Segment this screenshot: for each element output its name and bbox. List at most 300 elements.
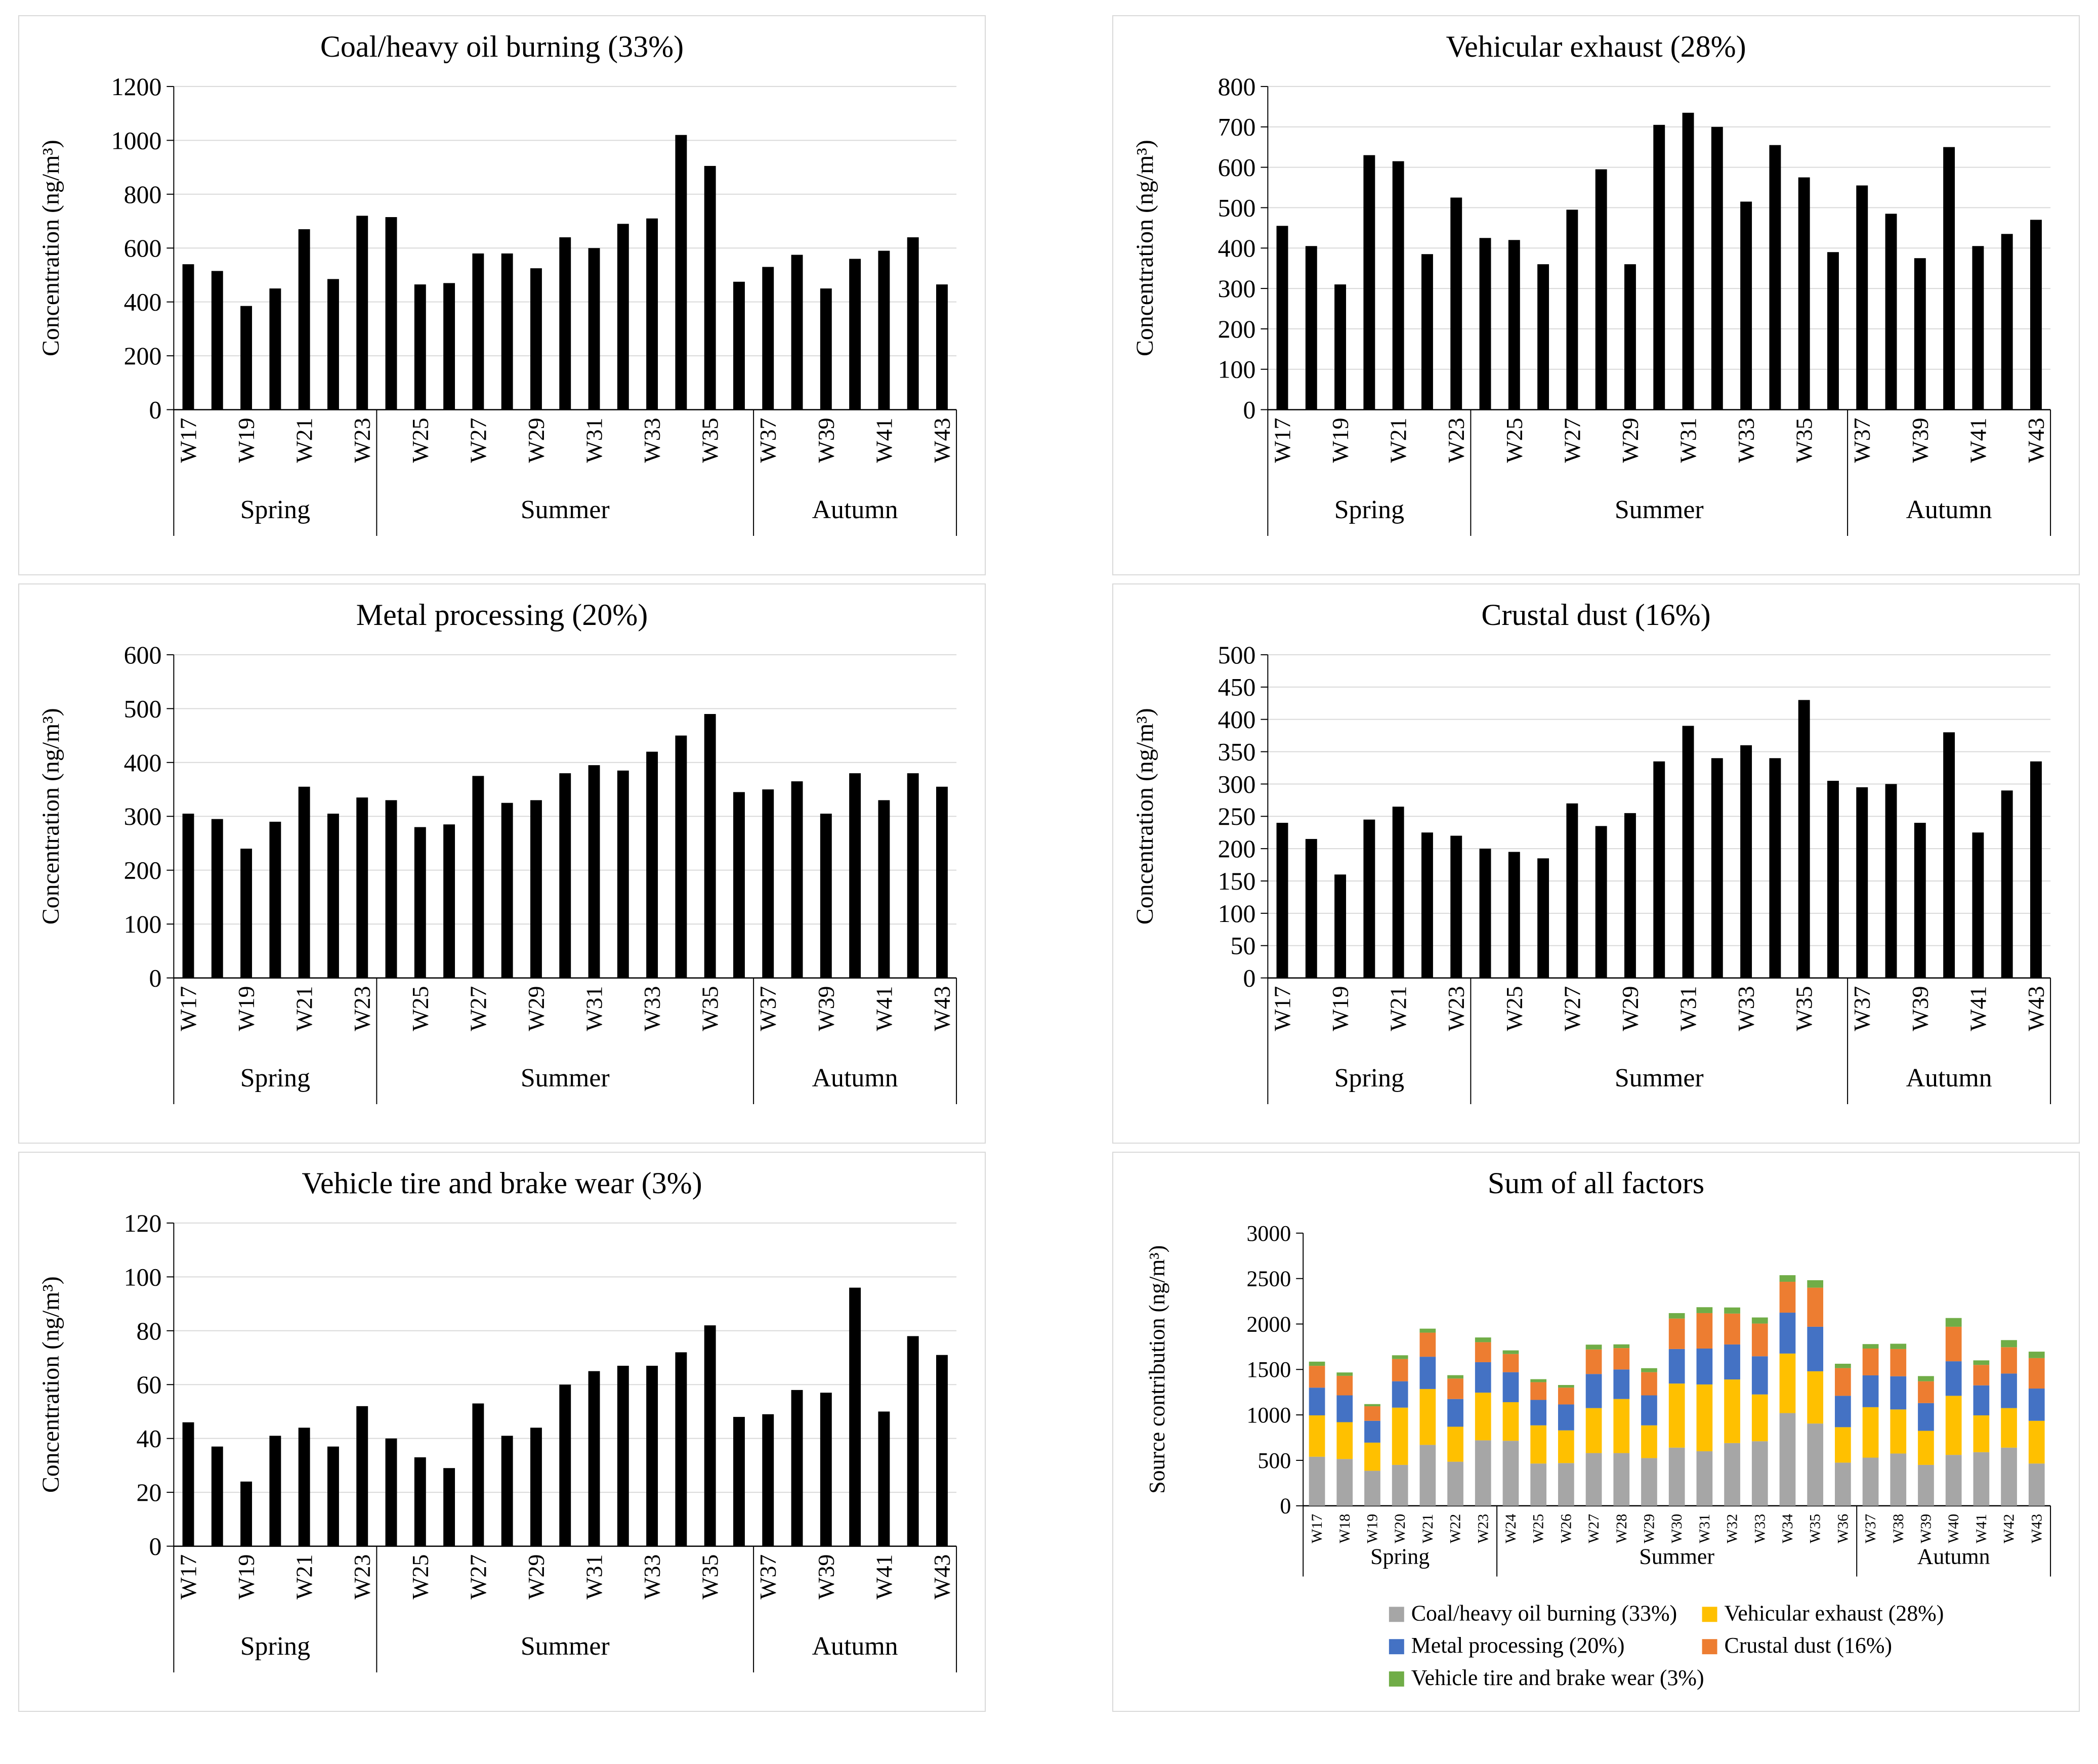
bar-W21 — [1393, 161, 1404, 410]
bar-W20 — [269, 822, 281, 978]
stack-segment — [1530, 1400, 1546, 1425]
bar-W34 — [1769, 758, 1781, 978]
bar-W22 — [1421, 832, 1433, 978]
panel-vehicular-exhaust — [1112, 15, 2080, 575]
chart-title-metal: Metal processing (20%) — [356, 598, 648, 632]
svg-text:W39: W39 — [813, 1554, 839, 1600]
svg-text:W25: W25 — [407, 1554, 433, 1600]
svg-text:1000: 1000 — [111, 127, 162, 155]
bar-W37 — [1856, 787, 1868, 978]
stack-segment — [1890, 1453, 1906, 1505]
bar-W20 — [1363, 820, 1375, 978]
bar-W33 — [1740, 201, 1752, 409]
svg-text:W25: W25 — [1501, 417, 1527, 463]
svg-text:Autumn: Autumn — [812, 495, 898, 525]
legend-swatch — [1389, 1639, 1404, 1654]
svg-text:W37: W37 — [1849, 417, 1875, 463]
bar-W31 — [589, 765, 600, 978]
svg-text:Spring: Spring — [240, 1631, 311, 1661]
stack-segment — [1309, 1366, 1325, 1388]
bar-W19 — [1334, 284, 1346, 409]
svg-text:W28: W28 — [1613, 1514, 1630, 1543]
stack-segment — [1890, 1349, 1906, 1376]
stack-segment — [1724, 1345, 1740, 1379]
panel-sum-of-all-factors — [1112, 1152, 2080, 1712]
stack-segment — [1530, 1379, 1546, 1382]
bar-W24 — [1480, 849, 1491, 978]
svg-text:W23: W23 — [349, 417, 375, 463]
stack-segment — [1669, 1349, 1685, 1383]
stack-segment — [1946, 1361, 1962, 1396]
stack-segment — [1641, 1368, 1657, 1372]
svg-text:1500: 1500 — [1246, 1358, 1291, 1382]
legend-label: Metal processing (20%) — [1411, 1633, 1625, 1658]
svg-text:W37: W37 — [755, 1554, 781, 1600]
svg-text:W37: W37 — [1849, 986, 1875, 1031]
y-axis-label: Concentration (ng/m³) — [37, 708, 64, 925]
stack-segment — [1752, 1317, 1768, 1323]
svg-text:W31: W31 — [581, 1554, 607, 1600]
stack-segment — [1752, 1394, 1768, 1441]
stack-segment — [1309, 1415, 1325, 1457]
stack-segment — [1309, 1388, 1325, 1415]
chart-body — [37, 73, 956, 536]
stack-segment — [1946, 1455, 1962, 1506]
panel-metal-processing — [18, 583, 986, 1144]
svg-text:40: 40 — [136, 1424, 162, 1453]
stack-segment — [1392, 1359, 1408, 1381]
svg-text:W41: W41 — [1965, 417, 1991, 463]
svg-text:W24: W24 — [1502, 1514, 1519, 1543]
stack-segment — [1364, 1406, 1380, 1421]
stack-segment — [1890, 1343, 1906, 1349]
svg-text:W19: W19 — [1327, 417, 1354, 463]
bar-W25 — [414, 1457, 426, 1546]
panel-coal-heavy-oil-burning — [18, 15, 986, 575]
bar-W40 — [849, 1287, 861, 1546]
stack-segment — [1696, 1313, 1712, 1349]
svg-text:W23: W23 — [349, 1554, 375, 1600]
bar-W17 — [1277, 823, 1288, 978]
bar-W40 — [1943, 732, 1955, 978]
chart-body — [1131, 73, 2050, 536]
svg-text:W39: W39 — [1917, 1514, 1935, 1543]
stack-segment — [1669, 1448, 1685, 1506]
stack-segment — [2029, 1352, 2045, 1358]
bar-W19 — [240, 849, 252, 978]
bar-W25 — [414, 827, 426, 978]
svg-text:W17: W17 — [175, 1554, 201, 1600]
svg-text:Autumn: Autumn — [812, 1064, 898, 1093]
stack-segment — [1420, 1332, 1436, 1357]
svg-text:W27: W27 — [465, 417, 491, 463]
stack-segment — [1364, 1471, 1380, 1505]
bar-W31 — [1683, 113, 1694, 410]
bar-W34 — [675, 1352, 687, 1546]
stack-segment — [1447, 1378, 1463, 1399]
stack-segment — [1863, 1349, 1879, 1375]
bar-W19 — [1334, 874, 1346, 978]
bar-W42 — [2001, 234, 2013, 409]
stack-segment — [1641, 1395, 1657, 1425]
stack-segment — [1392, 1381, 1408, 1407]
svg-text:Summer: Summer — [520, 1064, 610, 1093]
bar-W41 — [878, 800, 890, 978]
svg-text:100: 100 — [123, 1263, 162, 1291]
svg-text:200: 200 — [1218, 315, 1256, 343]
bar-W18 — [212, 819, 223, 978]
svg-text:400: 400 — [123, 748, 162, 777]
stack-segment — [1807, 1327, 1823, 1371]
svg-text:W25: W25 — [407, 986, 433, 1031]
bar-W24 — [386, 217, 397, 410]
vehicular-exhaust-chart — [1116, 66, 2076, 571]
stack-segment — [1447, 1426, 1463, 1461]
svg-text:W27: W27 — [1559, 986, 1585, 1031]
svg-text:W43: W43 — [929, 417, 955, 463]
stack-segment — [1752, 1323, 1768, 1356]
svg-text:W23: W23 — [1475, 1514, 1492, 1543]
svg-text:W41: W41 — [871, 417, 897, 463]
stack-segment — [1918, 1376, 1934, 1381]
stack-segment — [1641, 1372, 1657, 1395]
bar-W26 — [1537, 858, 1549, 978]
bar-W18 — [212, 1446, 223, 1546]
svg-text:W23: W23 — [349, 986, 375, 1031]
svg-text:W31: W31 — [581, 417, 607, 463]
svg-text:W33: W33 — [1733, 417, 1759, 463]
svg-text:200: 200 — [1218, 834, 1256, 863]
svg-text:450: 450 — [1218, 673, 1256, 701]
bar-W27 — [1566, 209, 1578, 409]
bar-W18 — [1306, 246, 1317, 409]
bar-W28 — [501, 254, 513, 410]
svg-text:W41: W41 — [871, 986, 897, 1031]
stack-segment — [1558, 1388, 1574, 1404]
svg-text:700: 700 — [1218, 113, 1256, 141]
bar-W42 — [907, 237, 919, 410]
legend-swatch — [1389, 1671, 1404, 1687]
stack-segment — [1475, 1342, 1491, 1362]
svg-text:Summer: Summer — [1614, 495, 1704, 525]
svg-text:W41: W41 — [1973, 1514, 1990, 1543]
svg-text:W25: W25 — [1501, 986, 1527, 1031]
bar-W34 — [675, 735, 687, 978]
svg-text:W39: W39 — [813, 986, 839, 1031]
bar-W36 — [733, 1417, 745, 1546]
metal-processing-chart — [22, 635, 982, 1140]
svg-text:W29: W29 — [523, 417, 549, 463]
bar-W23 — [356, 216, 368, 409]
bar-W38 — [791, 781, 803, 978]
svg-text:2000: 2000 — [1246, 1312, 1291, 1337]
svg-text:400: 400 — [1218, 234, 1256, 263]
stack-segment — [1696, 1307, 1712, 1313]
bar-W29 — [1624, 813, 1636, 978]
bar-W32 — [617, 1366, 629, 1546]
svg-text:300: 300 — [1218, 770, 1256, 799]
stack-segment — [1503, 1402, 1519, 1441]
legend-swatch — [1702, 1607, 1717, 1622]
svg-text:200: 200 — [123, 856, 162, 885]
stack-segment — [1696, 1349, 1712, 1384]
stack-segment — [1586, 1350, 1602, 1374]
stack-segment — [1918, 1465, 1934, 1506]
svg-text:W29: W29 — [523, 986, 549, 1031]
stack-segment — [1780, 1354, 1796, 1413]
stack-segment — [2001, 1347, 2017, 1373]
bar-W21 — [1393, 807, 1404, 978]
svg-text:W27: W27 — [465, 1554, 491, 1600]
svg-text:W43: W43 — [2023, 986, 2049, 1031]
svg-text:W17: W17 — [1309, 1514, 1326, 1543]
bar-W35 — [1798, 700, 1810, 978]
svg-text:W29: W29 — [523, 1554, 549, 1600]
stack-segment — [2029, 1421, 2045, 1463]
svg-text:W41: W41 — [871, 1554, 897, 1600]
bar-W38 — [791, 1390, 803, 1546]
stack-segment — [1669, 1318, 1685, 1349]
stack-segment — [1807, 1371, 1823, 1423]
svg-text:W25: W25 — [1530, 1514, 1547, 1543]
svg-text:0: 0 — [149, 396, 162, 424]
bar-W29 — [530, 800, 542, 978]
stack-segment — [1530, 1463, 1546, 1506]
stack-segment — [2029, 1463, 2045, 1506]
stack-segment — [1613, 1369, 1629, 1399]
sum-of-all-factors-chart — [1116, 1203, 2076, 1708]
bar-W35 — [704, 166, 716, 410]
bar-W40 — [849, 773, 861, 978]
bar-W36 — [1827, 781, 1839, 978]
svg-text:Spring: Spring — [1334, 1064, 1405, 1093]
stack-segment — [1807, 1280, 1823, 1288]
stack-segment — [1835, 1427, 1851, 1462]
bar-W41 — [1972, 832, 1984, 978]
svg-text:W43: W43 — [929, 986, 955, 1031]
svg-text:W21: W21 — [291, 417, 317, 463]
bar-W31 — [1683, 726, 1694, 978]
bar-W33 — [646, 219, 658, 410]
chart-body — [37, 641, 956, 1104]
bar-W38 — [791, 255, 803, 410]
svg-text:W38: W38 — [1890, 1514, 1907, 1543]
svg-text:W25: W25 — [407, 417, 433, 463]
y-axis-label: Concentration (ng/m³) — [1131, 140, 1158, 357]
bar-W24 — [1480, 238, 1491, 409]
stack-segment — [1613, 1348, 1629, 1369]
bar-W18 — [1306, 839, 1317, 978]
bar-W23 — [1450, 835, 1462, 978]
bar-W26 — [443, 824, 455, 978]
stack-segment — [1973, 1385, 1989, 1415]
y-axis-label: Concentration (ng/m³) — [1131, 708, 1158, 925]
bar-W17 — [183, 264, 194, 409]
stack-segment — [1863, 1407, 1879, 1458]
chart-title-tire: Vehicle tire and brake wear (3%) — [302, 1166, 702, 1200]
svg-text:W29: W29 — [1617, 986, 1643, 1031]
stack-segment — [1530, 1382, 1546, 1400]
svg-text:Autumn: Autumn — [1917, 1544, 1990, 1569]
stack-segment — [1336, 1395, 1353, 1422]
svg-text:250: 250 — [1218, 803, 1256, 831]
svg-text:W18: W18 — [1336, 1514, 1353, 1543]
bar-W42 — [907, 1336, 919, 1546]
svg-text:Summer: Summer — [1639, 1544, 1715, 1569]
svg-text:Spring: Spring — [240, 495, 311, 525]
svg-text:W26: W26 — [1558, 1514, 1575, 1543]
bar-W22 — [327, 279, 339, 409]
bar-W29 — [530, 1427, 542, 1546]
bar-W25 — [1508, 240, 1520, 409]
bar-W37 — [762, 267, 774, 409]
stack-segment — [2001, 1448, 2017, 1506]
stack-segment — [1309, 1362, 1325, 1366]
stack-segment — [1946, 1327, 1962, 1361]
stack-segment — [1835, 1364, 1851, 1368]
stack-segment — [1586, 1408, 1602, 1453]
bar-W43 — [936, 284, 948, 409]
bar-W20 — [269, 1436, 281, 1546]
bar-W25 — [414, 284, 426, 409]
svg-text:100: 100 — [1218, 355, 1256, 384]
stack-segment — [1973, 1365, 1989, 1385]
stack-segment — [1890, 1409, 1906, 1453]
bar-W36 — [733, 282, 745, 410]
bar-W25 — [1508, 852, 1520, 978]
svg-text:W35: W35 — [697, 417, 723, 463]
bar-W39 — [820, 1393, 832, 1546]
bar-W30 — [1653, 125, 1665, 410]
stack-segment — [1336, 1459, 1353, 1506]
bar-W24 — [386, 800, 397, 978]
stack-segment — [1696, 1384, 1712, 1451]
stack-segment — [1558, 1430, 1574, 1463]
chart-body — [1131, 641, 2050, 1104]
svg-text:W17: W17 — [175, 417, 201, 463]
svg-text:W42: W42 — [2000, 1514, 2018, 1543]
bar-W43 — [936, 1355, 948, 1546]
stack-segment — [1475, 1440, 1491, 1505]
svg-text:W37: W37 — [1862, 1514, 1879, 1543]
svg-text:0: 0 — [149, 964, 162, 992]
stack-segment — [1503, 1350, 1519, 1354]
bar-W22 — [327, 1446, 339, 1546]
bar-W20 — [1363, 155, 1375, 410]
bar-W41 — [878, 251, 890, 410]
svg-text:1200: 1200 — [111, 72, 162, 101]
vehicle-tire-brake-wear-chart — [22, 1203, 982, 1708]
svg-text:W21: W21 — [1385, 986, 1411, 1031]
bar-W17 — [183, 1422, 194, 1546]
stack-segment — [1420, 1445, 1436, 1505]
bar-W30 — [1653, 762, 1665, 978]
bar-W32 — [617, 224, 629, 409]
svg-text:W34: W34 — [1779, 1514, 1796, 1543]
stack-segment — [1973, 1415, 1989, 1452]
svg-text:W21: W21 — [1419, 1514, 1436, 1543]
bar-W33 — [646, 1366, 658, 1546]
svg-text:W27: W27 — [1585, 1514, 1603, 1543]
svg-text:Summer: Summer — [520, 495, 610, 525]
svg-text:800: 800 — [1218, 72, 1256, 101]
svg-text:500: 500 — [123, 695, 162, 723]
stack-segment — [1780, 1413, 1796, 1505]
svg-text:W19: W19 — [233, 986, 260, 1031]
stack-segment — [1392, 1355, 1408, 1359]
stack-segment — [1863, 1457, 1879, 1505]
bar-W43 — [936, 787, 948, 978]
stack-segment — [1364, 1404, 1380, 1406]
stack-segment — [1918, 1403, 1934, 1431]
stack-segment — [2029, 1389, 2045, 1421]
svg-text:50: 50 — [1230, 932, 1256, 960]
bar-W21 — [299, 1427, 310, 1546]
stack-segment — [1447, 1399, 1463, 1426]
bar-W36 — [733, 792, 745, 978]
svg-text:200: 200 — [123, 342, 162, 370]
bar-W26 — [443, 1468, 455, 1546]
svg-text:W33: W33 — [1733, 986, 1759, 1031]
bar-W40 — [849, 259, 861, 410]
bar-W37 — [762, 789, 774, 978]
stack-segment — [1420, 1328, 1436, 1332]
chart-body — [37, 1209, 956, 1672]
stack-segment — [1613, 1453, 1629, 1505]
stack-segment — [1336, 1422, 1353, 1459]
svg-text:W36: W36 — [1834, 1514, 1852, 1543]
stack-segment — [1835, 1396, 1851, 1427]
svg-text:0: 0 — [1243, 964, 1256, 992]
bar-W17 — [1277, 226, 1288, 409]
svg-text:3000: 3000 — [1246, 1221, 1291, 1246]
bar-W33 — [1740, 745, 1752, 978]
svg-text:600: 600 — [123, 641, 162, 669]
panel-vehicle-tire-brake-wear — [18, 1152, 986, 1712]
svg-text:W31: W31 — [581, 986, 607, 1031]
bar-W30 — [559, 237, 571, 410]
stack-segment — [1558, 1404, 1574, 1430]
stack-segment — [1780, 1275, 1796, 1282]
svg-text:350: 350 — [1218, 738, 1256, 766]
svg-text:W33: W33 — [639, 986, 665, 1031]
legend-label: Vehicle tire and brake wear (3%) — [1411, 1665, 1704, 1690]
panel-crustal-dust — [1112, 583, 2080, 1144]
svg-text:60: 60 — [136, 1370, 162, 1399]
stack-segment — [1364, 1443, 1380, 1471]
stack-segment — [1918, 1431, 1934, 1464]
stack-segment — [1336, 1376, 1353, 1396]
svg-text:W35: W35 — [1791, 417, 1817, 463]
svg-text:W35: W35 — [1791, 986, 1817, 1031]
svg-text:W22: W22 — [1447, 1514, 1464, 1543]
stack-segment — [1973, 1452, 1989, 1506]
bar-W19 — [240, 1482, 252, 1546]
chart-title-sum: Sum of all factors — [1487, 1166, 1705, 1200]
bar-W31 — [589, 1371, 600, 1546]
svg-text:Autumn: Autumn — [1906, 495, 1992, 525]
svg-text:W41: W41 — [1965, 986, 1991, 1031]
legend-swatch — [1389, 1607, 1404, 1622]
svg-text:W23: W23 — [1443, 986, 1470, 1031]
svg-text:W43: W43 — [929, 1554, 955, 1600]
svg-text:Summer: Summer — [520, 1631, 610, 1661]
svg-text:W35: W35 — [1807, 1514, 1824, 1543]
stack-segment — [1863, 1375, 1879, 1407]
stack-segment — [1780, 1282, 1796, 1313]
svg-text:Autumn: Autumn — [812, 1631, 898, 1661]
svg-text:0: 0 — [1243, 396, 1256, 424]
